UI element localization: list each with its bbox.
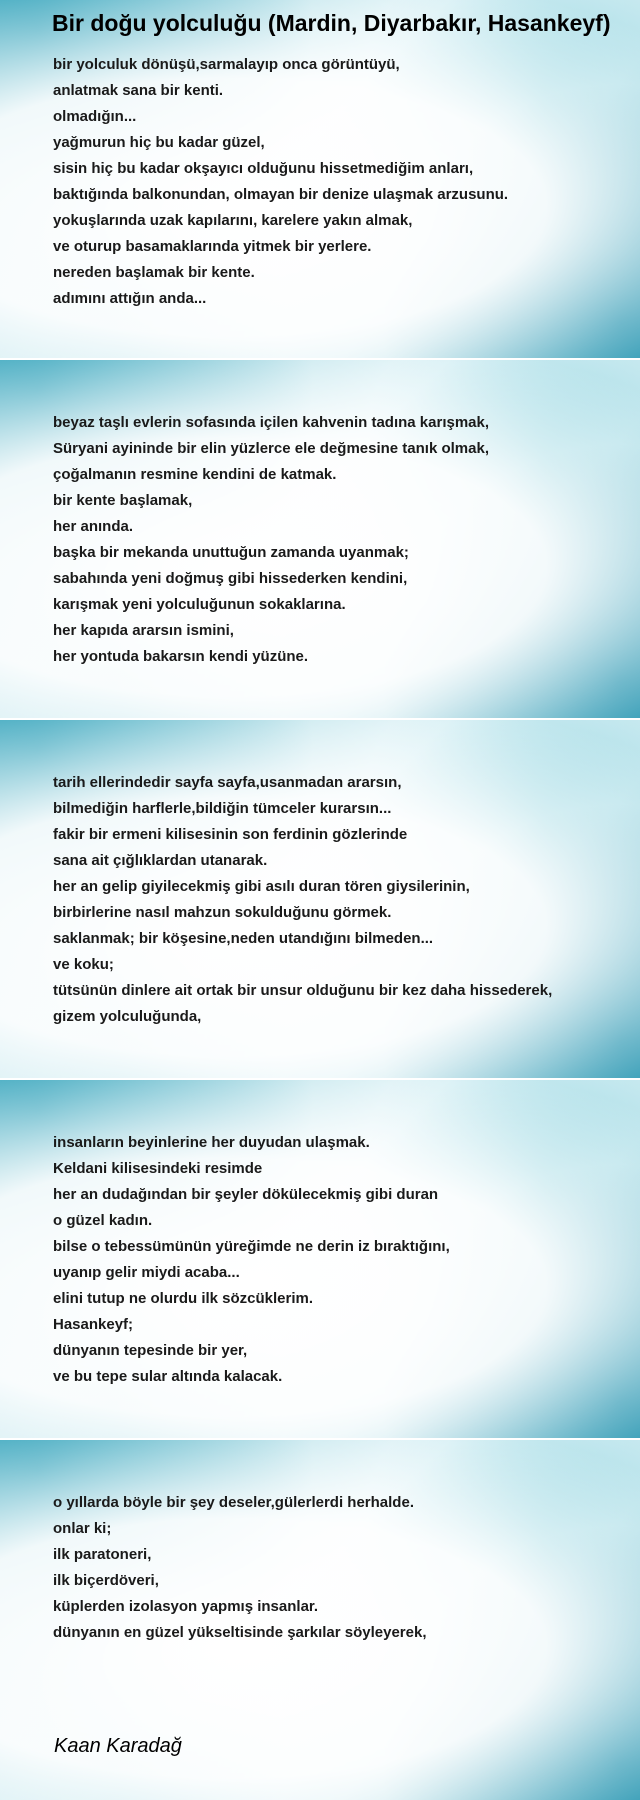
poem-line: bir yolculuk dönüşü,sarmalayıp onca görüntüyü, xyxy=(53,56,400,73)
poem-line: gizem yolculuğunda, xyxy=(53,1008,202,1025)
poem-line: beyaz taşlı evlerin sofasında içilen kahvenin tadına karışmak, xyxy=(53,414,490,431)
poem-line: ve bu tepe sular altında kalacak. xyxy=(53,1368,283,1385)
poem-line: karışmak yeni yolculuğunun sokaklarına. xyxy=(53,596,346,613)
poem-line: Süryani ayininde bir elin yüzlerce ele değmesine tanık olmak, xyxy=(53,440,489,457)
poem-panel-1 xyxy=(0,0,640,358)
poem-line: Keldani kilisesindeki resimde xyxy=(53,1160,263,1177)
poem-line: her kapıda ararsın ismini, xyxy=(53,622,234,639)
poem-line: onlar ki; xyxy=(53,1520,112,1537)
poem-line: bilse o tebessümünün yüreğimde ne derin iz bıraktığını, xyxy=(53,1238,450,1255)
poem-line: her yontuda bakarsın kendi yüzüne. xyxy=(53,648,309,665)
poem-line: dünyanın en güzel yükseltisinde şarkılar söyleyerek, xyxy=(53,1624,427,1641)
poem-line: başka bir mekanda unuttuğun zamanda uyanmak; xyxy=(53,544,409,561)
poem-line: bir kente başlamak, xyxy=(53,492,193,509)
poem-line: küplerden izolasyon yapmış insanlar. xyxy=(53,1598,319,1615)
poem-line: anlatmak sana bir kenti. xyxy=(53,82,224,99)
poem-stanza-2 xyxy=(53,410,489,670)
poem-line: ve oturup basamaklarında yitmek bir yerlere. xyxy=(53,238,372,255)
poem-line: ilk biçerdöveri, xyxy=(53,1572,159,1589)
poem-line: her an gelip giyilecekmiş gibi asılı duran tören giysilerinin, xyxy=(53,878,470,895)
poem-line: her an dudağından bir şeyler dökülecekmiş gibi duran xyxy=(53,1186,439,1203)
poem-line: birbirlerine nasıl mahzun sokulduğunu görmek. xyxy=(53,904,392,921)
poem-stanza-4 xyxy=(53,1130,450,1390)
poem-line: adımını attığın anda... xyxy=(53,290,207,307)
poem-stanza-1 xyxy=(53,52,508,312)
poem-line: dünyanın tepesinde bir yer, xyxy=(53,1342,248,1359)
poem-line: sabahında yeni doğmuş gibi hissederken kendini, xyxy=(53,570,408,587)
poem-line: saklanmak; bir köşesine,neden utandığını bilmeden... xyxy=(53,930,434,947)
poem-line: yokuşlarında uzak kapılarını, karelere yakın almak, xyxy=(53,212,413,229)
poem-line: nereden başlamak bir kente. xyxy=(53,264,255,281)
poem-line: baktığında balkonundan, olmayan bir denize ulaşmak arzusunu. xyxy=(53,186,509,203)
poem-stanza-5 xyxy=(53,1490,427,1646)
poem-line: olmadığın... xyxy=(53,108,137,125)
poem-panel-5 xyxy=(0,1440,640,1800)
poem-line: fakir bir ermeni kilisesinin son ferdinin gözlerinde xyxy=(53,826,408,843)
poem-line: bilmediğin harflerle,bildiğin tümceler kurarsın... xyxy=(53,800,392,817)
poem-panel-3 xyxy=(0,720,640,1078)
poem-line: sana ait çığlıklardan utanarak. xyxy=(53,852,268,869)
poem-line: Hasankeyf; xyxy=(53,1316,134,1333)
poem-panel-4 xyxy=(0,1080,640,1438)
poem-line: her anında. xyxy=(53,518,134,535)
poem-line: elini tutup ne olurdu ilk sözcüklerim. xyxy=(53,1290,314,1307)
poem-panel-2 xyxy=(0,360,640,718)
poem-line: sisin hiç bu kadar okşayıcı olduğunu hissetmediğim anları, xyxy=(53,160,474,177)
poem-line: ilk paratoneri, xyxy=(53,1546,152,1563)
poem-line: insanların beyinlerine her duyudan ulaşmak. xyxy=(53,1134,370,1151)
poem-line: o yıllarda böyle bir şey deseler,gülerlerdi herhalde. xyxy=(53,1494,414,1511)
poem-line: çoğalmanın resmine kendini de katmak. xyxy=(53,466,337,483)
poem-line: tarih ellerindedir sayfa sayfa,usanmadan ararsın, xyxy=(53,774,402,791)
poem-line: o güzel kadın. xyxy=(53,1212,153,1229)
poem-line: yağmurun hiç bu kadar güzel, xyxy=(53,134,265,151)
poem-title: Bir doğu yolculuğu (Mardin, Diyarbakır, Hasankeyf) xyxy=(52,10,611,36)
poem-stanza-3 xyxy=(53,770,552,1030)
poem-line: tütsünün dinlere ait ortak bir unsur olduğunu bir kez daha hissederek, xyxy=(53,982,553,999)
poem-line: ve koku; xyxy=(53,956,114,973)
poem-line: uyanıp gelir miydi acaba... xyxy=(53,1264,240,1281)
author-signature: Kaan Karadağ xyxy=(54,1735,182,1757)
